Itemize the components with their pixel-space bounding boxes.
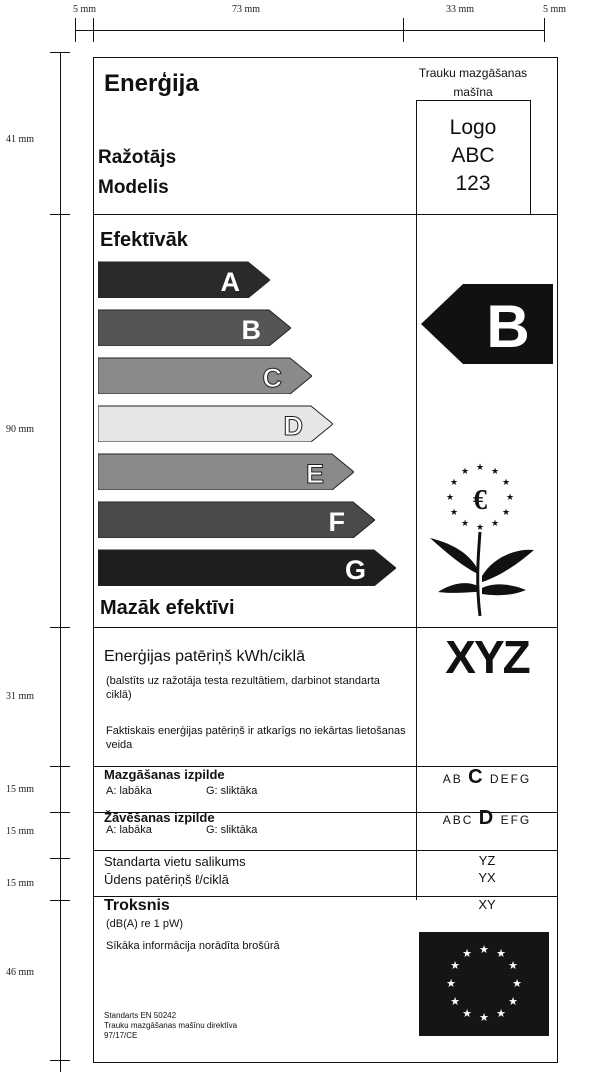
drying-rating-scale bbox=[416, 807, 558, 830]
section-separator bbox=[93, 214, 558, 215]
capacity-value: YZ bbox=[478, 853, 496, 868]
efficiency-letter: E bbox=[305, 459, 324, 489]
efficiency-bar-c bbox=[98, 352, 312, 393]
drying-scale-worst: G: sliktāka bbox=[206, 824, 258, 836]
washing-scale-after: DEFG bbox=[489, 772, 532, 786]
logo-text-1: Logo bbox=[449, 116, 497, 139]
efficiency-bar-b bbox=[98, 304, 291, 345]
footer-directive-number: 97/17/CE bbox=[104, 1031, 138, 1040]
efficiency-bar-f bbox=[98, 496, 375, 537]
svg-text:★: ★ bbox=[462, 947, 472, 960]
svg-text:★: ★ bbox=[446, 977, 456, 990]
dimension-left-2: 90 mm bbox=[6, 424, 35, 435]
efficiency-letter: A bbox=[220, 267, 240, 297]
rating-arrow bbox=[421, 284, 553, 369]
dimension-left-6: 15 mm bbox=[6, 878, 35, 889]
eu-ecolabel-flower-icon bbox=[428, 458, 538, 623]
svg-text:★: ★ bbox=[449, 508, 459, 518]
appliance-type-line2: mašīna bbox=[453, 85, 493, 99]
noise-unit: (dB(A) re 1 pW) bbox=[106, 918, 184, 930]
efficiency-letter: G bbox=[344, 555, 366, 585]
consumption-value: XYZ bbox=[445, 631, 529, 683]
consumption-note: (balstīts uz ražotāja testa rezultātiem, darbinot standarta ciklā) bbox=[106, 675, 380, 701]
dimension-left-5: 15 mm bbox=[6, 826, 35, 837]
dimension-top-3: 33 mm bbox=[446, 4, 475, 15]
efficiency-bar-e bbox=[98, 448, 354, 489]
rating-letter: B bbox=[486, 293, 530, 360]
svg-text:★: ★ bbox=[501, 508, 511, 518]
washing-rating-scale bbox=[416, 766, 558, 789]
svg-text:★: ★ bbox=[496, 947, 506, 960]
dimension-left-3: 31 mm bbox=[6, 691, 35, 702]
consumption-title: Enerģijas patēriņš kWh/ciklā bbox=[104, 648, 305, 665]
dimension-top-4: 5 mm bbox=[543, 4, 567, 15]
svg-text:★: ★ bbox=[501, 478, 511, 488]
dimension-left-4: 15 mm bbox=[6, 784, 35, 795]
svg-text:★: ★ bbox=[450, 959, 460, 972]
efficiency-bottom-label: Mazāk efektīvi bbox=[100, 597, 235, 619]
dimension-tick bbox=[50, 1060, 70, 1061]
dimension-left-line bbox=[60, 52, 61, 1072]
footer-directive: Trauku mazgāšanas mašīnu direktīva bbox=[104, 1021, 238, 1030]
svg-text:★: ★ bbox=[496, 1007, 506, 1020]
washing-scale-before: AB bbox=[442, 772, 463, 786]
dimension-top-2: 73 mm bbox=[232, 4, 261, 15]
noise-value: XY bbox=[478, 897, 496, 912]
svg-text:★: ★ bbox=[479, 943, 489, 956]
dimension-tick bbox=[50, 900, 70, 901]
efficiency-letter: B bbox=[241, 315, 261, 345]
efficiency-letter: C bbox=[262, 363, 282, 393]
dimension-tick bbox=[50, 858, 70, 859]
logo-text-2: ABC bbox=[451, 144, 495, 167]
dimension-left-1: 41 mm bbox=[6, 134, 35, 145]
dimension-tick bbox=[544, 18, 545, 42]
noise-info: Sīkāka informācija norādīta brošūrā bbox=[106, 940, 280, 952]
drying-scale-before: ABC bbox=[442, 813, 474, 827]
dimension-tick bbox=[403, 18, 404, 42]
water-consumption-value: YX bbox=[478, 870, 496, 885]
logo-text-3: 123 bbox=[455, 172, 491, 195]
svg-text:★: ★ bbox=[490, 467, 500, 477]
washing-title: Mazgāšanas izpilde bbox=[104, 767, 225, 782]
washing-scale-worst: G: sliktāka bbox=[206, 785, 258, 797]
dimension-tick bbox=[50, 627, 70, 628]
svg-text:★: ★ bbox=[462, 1007, 472, 1020]
column-divider bbox=[416, 214, 417, 900]
dimension-tick bbox=[50, 766, 70, 767]
drying-title: Žāvēšanas izpilde bbox=[104, 810, 215, 825]
svg-text:★: ★ bbox=[460, 519, 470, 529]
dimension-tick bbox=[50, 52, 70, 53]
dimension-tick bbox=[93, 18, 94, 42]
logo-box-top bbox=[416, 100, 530, 101]
efficiency-top-label: Efektīvāk bbox=[100, 229, 188, 251]
svg-text:€: € bbox=[473, 485, 487, 516]
water-consumption-label: Ūdens patēriņš ℓ/ciklā bbox=[104, 872, 229, 887]
svg-text:★: ★ bbox=[508, 995, 518, 1008]
svg-text:★: ★ bbox=[512, 977, 522, 990]
svg-text:★: ★ bbox=[475, 523, 485, 533]
section-separator bbox=[93, 627, 558, 628]
dimension-tick bbox=[50, 214, 70, 215]
consumption-actual-note: Faktiskais enerģijas patēriņš ir atkarīgs no iekārtas lietošanas veida bbox=[106, 725, 406, 751]
svg-text:★: ★ bbox=[475, 463, 485, 473]
svg-text:★: ★ bbox=[450, 995, 460, 1008]
washing-rating: C bbox=[468, 766, 485, 788]
dimension-tick bbox=[75, 18, 76, 42]
capacity-label: Standarta vietu salikums bbox=[104, 854, 246, 869]
dimension-top-line bbox=[75, 30, 545, 31]
svg-text:★: ★ bbox=[445, 493, 455, 503]
section-separator bbox=[93, 850, 558, 851]
appliance-type-line1: Trauku mazgāšanas bbox=[418, 66, 528, 80]
dimension-top-1: 5 mm bbox=[73, 4, 97, 15]
efficiency-letter: D bbox=[283, 411, 303, 441]
column-divider-right bbox=[530, 100, 531, 214]
manufacturer-label: Ražotājs bbox=[98, 147, 177, 168]
footer-standard: Standarts EN 50242 bbox=[104, 1011, 177, 1020]
drying-scale-best: A: labāka bbox=[106, 824, 152, 836]
efficiency-bar-a bbox=[98, 256, 270, 297]
svg-text:★: ★ bbox=[505, 493, 515, 503]
washing-scale-best: A: labāka bbox=[106, 785, 152, 797]
dimension-left-7: 46 mm bbox=[6, 967, 35, 978]
model-label: Modelis bbox=[98, 177, 169, 198]
svg-text:★: ★ bbox=[460, 467, 470, 477]
dimension-tick bbox=[50, 812, 70, 813]
noise-title: Troksnis bbox=[104, 897, 170, 914]
svg-text:★: ★ bbox=[490, 519, 500, 529]
label-title: Enerģija bbox=[104, 70, 199, 97]
efficiency-bar-d bbox=[98, 400, 333, 441]
efficiency-bar-g bbox=[98, 544, 396, 585]
eu-flag-icon bbox=[419, 932, 549, 1041]
drying-scale-after: EFG bbox=[500, 813, 532, 827]
drying-rating: D bbox=[478, 807, 496, 829]
svg-text:★: ★ bbox=[508, 959, 518, 972]
efficiency-letter: F bbox=[328, 507, 345, 537]
svg-text:★: ★ bbox=[449, 478, 459, 488]
svg-text:★: ★ bbox=[479, 1011, 489, 1024]
